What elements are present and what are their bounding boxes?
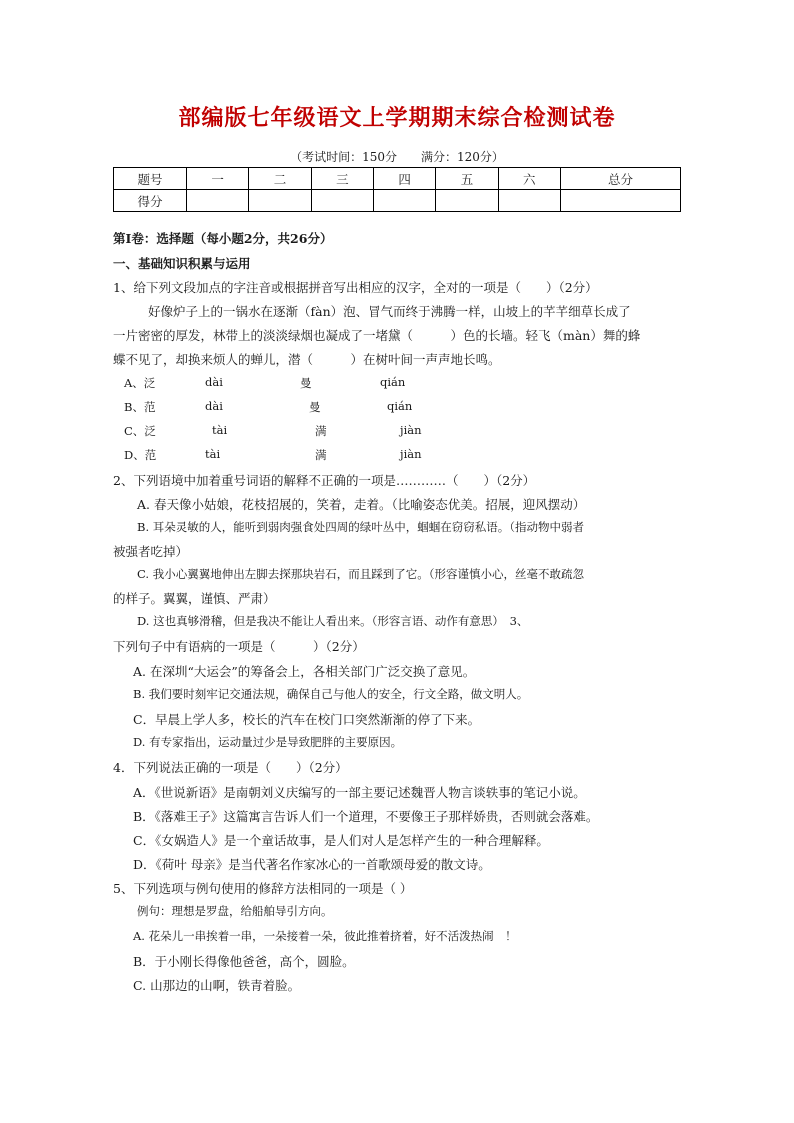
page-title: 部编版七年级语文上学期期末综合检测试卷 [178,105,616,131]
score-label-cell: 得分 [114,190,187,212]
q4-option-b[interactable]: B．《落难王子》这篇寓言告诉人们一个道理，不要像王子那样娇贵，否则就会落难。 [133,809,599,824]
exam-subtitle: （考试时间：150分 满分：120分） [290,150,504,164]
option-label: D、范 [124,448,157,462]
q2-option-b-cont: 被强者吃掉） [113,544,189,559]
option-char: 曼 [309,400,321,414]
q2-option-c-cont: 的样子。翼翼，谨慎、严肃） [113,591,276,606]
q4-option-a[interactable]: A．《世说新语》是南朝刘义庆编写的一部主要记述魏晋人物言谈轶事的笔记小说。 [133,785,586,800]
score-input-cell[interactable] [187,190,249,212]
option-pinyin: jiàn [400,447,422,461]
option-pinyin: jiàn [400,423,422,437]
option-label: B、范 [124,400,156,414]
q2-option-d[interactable]: D. 这也真够滑稽，但是我决不能让人看出来。（形容言语、动作有意思） 3、 [137,614,529,628]
score-header-cell: 四 [373,168,435,190]
score-header-row [114,168,681,190]
section-heading: 第Ⅰ卷：选择题（每小题2分，共26分） [113,231,333,246]
option-label: A、泛 [124,376,156,390]
question-3-stem: 下列句子中有语病的一项是（ ）（2分） [113,639,365,654]
question-4-stem: 4．下列说法正确的一项是（ ）（2分） [113,760,348,775]
q5-option-c[interactable]: C. 山那边的山啊，铁青着脸。 [133,978,301,993]
q2-option-a[interactable]: A. 春天像小姑娘，花枝招展的，笑着，走着。（比喻姿态优美。招展，迎风摆动） [137,497,586,512]
score-input-cell[interactable] [311,190,373,212]
option-label: C、泛 [124,424,156,438]
option-char: 满 [315,448,327,462]
q3-option-d[interactable]: D. 有专家指出，运动量过少是导致肥胖的主要原因。 [133,735,403,749]
q1-passage-line: 蝶不见了，却换来烦人的蝉儿，潜（ ）在树叶间一声声地长鸣。 [113,352,501,367]
option-char: 满 [315,424,327,438]
question-1-stem: 1、给下列文段加点的字注音或根据拼音写出相应的汉字，全对的一项是（ ）（2分） [113,280,598,295]
score-header-cell: 六 [498,168,560,190]
q4-option-c[interactable]: C．《女娲造人》是一个童话故事，是人们对人是怎样产生的一种合理解释。 [133,833,549,848]
q5-option-a[interactable]: A. 花朵儿一串挨着一串，一朵接着一朵，彼此推着挤着，好不活泼热闹 ！ [133,929,517,943]
q5-option-b[interactable]: B．于小刚长得像他爸爸，高个，圆脸。 [133,954,355,969]
option-pinyin: qián [380,375,406,389]
score-value-row [114,190,681,212]
score-header-cell: 一 [187,168,249,190]
score-input-cell[interactable] [373,190,435,212]
option-pinyin: dài [205,375,223,389]
score-input-cell[interactable] [560,190,680,212]
score-input-cell[interactable] [498,190,560,212]
q4-option-d[interactable]: D．《荷叶 母亲》是当代著名作家冰心的一首歌颂母爱的散文诗。 [133,857,491,872]
score-header-cell: 二 [249,168,311,190]
q3-option-a[interactable]: A. 在深圳“大运会”的筹备会上，各相关部门广泛交换了意见。 [133,664,476,679]
score-header-cell: 五 [436,168,498,190]
q3-option-b[interactable]: B. 我们要时刻牢记交通法规，确保自己与他人的安全，行文全路，做文明人。 [133,687,529,701]
q2-option-b[interactable]: B. 耳朵灵敏的人，能听到弱肉强食处四周的绿叶丛中，蝈蝈在窃窃私语。（指动物中弱者 [137,520,585,534]
q1-passage-line: 一片密密的厚发，林带上的淡淡绿烟也凝成了一堵黛（ ）色的长墙。轻飞（màn）舞的蜂 [113,328,641,343]
score-header-cell: 三 [311,168,373,190]
score-table [113,167,681,212]
option-pinyin: dài [205,399,223,413]
option-pinyin: tài [212,423,228,437]
question-2-stem: 2、下列语境中加着重号词语的解释不正确的一项是…………（ ）（2分） [113,473,536,488]
option-pinyin: qián [387,399,413,413]
q5-example: 例句：理想是罗盘，给船舶导引方向。 [137,904,333,918]
q1-passage-line: 好像炉子上的一锅水在逐渐（fàn）泡、冒气而终于沸腾一样，山坡上的芊芊细草长成了 [148,304,631,319]
q3-option-c[interactable]: C．早晨上学人多，校长的汽车在校门口突然渐渐的停了下来。 [133,712,481,727]
score-input-cell[interactable] [436,190,498,212]
score-input-cell[interactable] [249,190,311,212]
option-pinyin: tài [205,447,221,461]
option-char: 曼 [300,376,312,390]
score-header-cell: 总分 [560,168,680,190]
q2-option-c[interactable]: C. 我小心翼翼地伸出左脚去探那块岩石，而且踩到了它。（形容谨慎小心，丝毫不敢疏忽 [137,567,584,581]
part-heading: 一、基础知识积累与运用 [113,256,251,271]
question-5-stem: 5、下列选项与例句使用的修辞方法相同的一项是（ ） [113,881,413,896]
score-header-cell: 题号 [114,168,187,190]
